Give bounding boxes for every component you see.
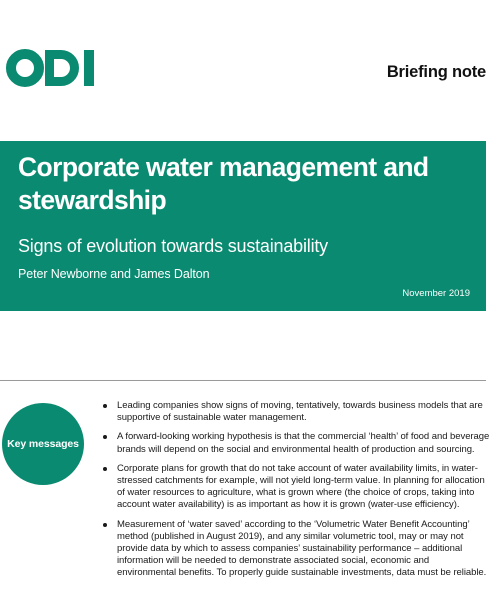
key-messages-label: Key messages [7, 438, 79, 450]
title-banner [0, 141, 486, 311]
key-message-text: Measurement of ‘water saved’ according to the ‘Volumetric Water Benefit Accounting’ method (published in August 2019), and any similar volumetric tool, may or may not provide data by which to assess companies’ sustainability performance – additional information will be needed to demonstrate associated social, economic and environmental benefits. To properly guide sustainable investments, data must be reliable. [117, 518, 487, 579]
odi-logo [5, 42, 100, 94]
list-item [102, 431, 490, 455]
key-message-text: Corporate plans for growth that do not take account of water availability limits, in water-stressed catchments for example, will not yield long-term value. In planning for allocation of water resources to agriculture, what is grown where (the choice of crops, taking into account water availability) is as important as how it is grown (water-use efficiency). [117, 462, 485, 511]
authors: Peter Newborne and James Dalton [18, 267, 210, 281]
document-type-label: Briefing note [386, 63, 486, 81]
section-divider [0, 380, 486, 381]
bullet-icon [103, 523, 107, 527]
publication-date: November 2019 [402, 288, 470, 299]
list-item [102, 400, 490, 424]
key-message-text: A forward-looking working hypothesis is that the commercial ‘health’ of food and beverage brands will depend on the social and environmental health of production and sourcing. [117, 431, 490, 455]
bullet-icon [103, 404, 107, 408]
key-messages-list [102, 400, 490, 587]
bullet-icon [103, 435, 107, 439]
list-item [102, 463, 490, 512]
document-title: Corporate water management and stewardship [18, 152, 429, 215]
bullet-icon [103, 467, 107, 471]
key-messages-badge [2, 403, 84, 485]
list-item [102, 519, 490, 580]
key-message-text: Leading companies show signs of moving, tentatively, towards business models that are supportive of sustainable water management. [117, 400, 483, 424]
document-subtitle: Signs of evolution towards sustainability [18, 236, 328, 256]
